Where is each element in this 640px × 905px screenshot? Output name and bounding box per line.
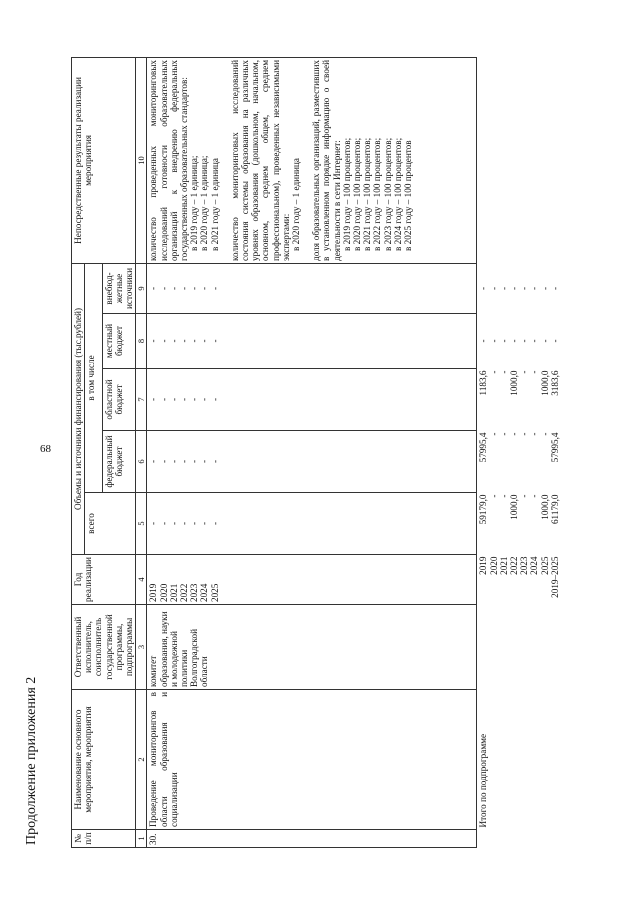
rotated-table-wrapper [71,58,639,848]
extra-cell: - - - - - - - [147,263,477,313]
header-including: в том числе [85,263,102,492]
col-number: 2 [136,690,147,830]
subtotal-total: 59179,0 - - 1000,0 - - 1000,0 61179,0 [478,494,560,525]
subtotal-extra: - - - - - - - - [478,286,560,291]
page-number: 68 [40,443,51,455]
col-number: 9 [136,263,147,313]
col-number: 6 [136,431,147,493]
header-results: Непосредственные результаты реализации мероприятия [72,57,136,263]
total-cell: - - - - - - - [147,493,477,555]
results-cell: количество проведенных мониторинговых исследований готовности образовательных организаций к внедрению федеральных государственных образовательных стандартов: в 2019 году – 1 единица; в 2020 году – 1 единица; в 2021 году – 1 единица количество мониторинговых исследований состояния системы образования на различных уровнях образования (дошкольном, начальном, основном, среднем общем, среднем профессиональном), проведенных независимыми экспертами: в 2020 году – 1 единица доля образовательных организаций, разместивших в установленном порядке информацию о своей деятельности в сети Интернет: в 2019 году – 100 процентов; в 2020 году – 100 процентов; в 2021 году – 100 процентов; в 2022 году – 100 процентов; в 2023 году – 100 процентов; в 2024 году – 100 процентов; в 2025 году – 100 процентов [147,57,477,263]
subtotal-regional: 1183,6 - - 1000,0 - - 1000,0 3183,6 [478,370,560,396]
subtotal-years: 2019 2020 2021 2022 2023 2024 2025 2019–2025 [478,556,560,598]
col-number: 4 [136,555,147,605]
row-num: 30. [147,830,477,848]
col-number: 7 [136,369,147,431]
header-funding: Объемы и источники финансирования (тыс.рублей) [72,263,85,554]
subtotal-label: Итого по подпрограмме [478,733,489,828]
col-number: 5 [136,493,147,555]
header-executor: Ответственный исполнитель, соисполнитель государственной программы, подпрограммы [72,605,136,690]
result-c: доля образовательных организаций, разместивших в установленном порядке информацию о своей деятельности в сети Интернет: [311,59,342,261]
column-number-row [136,57,147,847]
subtotal-federal: 57995,4 - - - - - - 57995,4 [478,432,560,463]
subtotal-row [477,57,561,847]
col-number: 8 [136,314,147,369]
federal-cell: - - - - - - - [147,431,477,493]
result-a: количество проведенных мониторинговых исследований готовности образовательных организаций к внедрению федеральных государственных образовательных стандартов: [148,59,190,261]
continuation-caption: Продолжение приложения 2 [24,676,39,845]
activity-name: Проведение мониторингов в области образования и социализации [147,690,477,830]
executor: комитет образования, науки и молодежной политики Волгоградской области [147,605,477,690]
col-number: 3 [136,605,147,690]
header-total: всего [85,493,136,555]
regional-cell: - - - - - - - [147,369,477,431]
header-extra: внебюд-жетные источники [102,263,136,313]
subtotal-local: - - - - - - - - [478,339,560,343]
col-number: 10 [136,57,147,263]
local-cell: - - - - - - - [147,314,477,369]
result-b: количество мониторинговых исследований состояния системы образования на различных уровнях образования (дошкольном, начальном, основном, среднем общем, среднем профессиональном), проведенных независимыми экспертами: [229,59,291,261]
header-federal: федеральный бюджет [102,431,136,493]
years-cell: 2019 2020 2021 2022 2023 2024 2025 [147,555,477,605]
header-num: № п/п [72,830,136,848]
table-row [147,57,477,847]
header-local: местный бюджет [102,314,136,369]
header-name: Наименование основного мероприятия, мероприятия [72,690,136,830]
header-regional: областной бюджет [102,369,136,431]
header-year: Год реализации [72,555,136,605]
col-number: 1 [136,830,147,848]
program-table [71,57,561,848]
